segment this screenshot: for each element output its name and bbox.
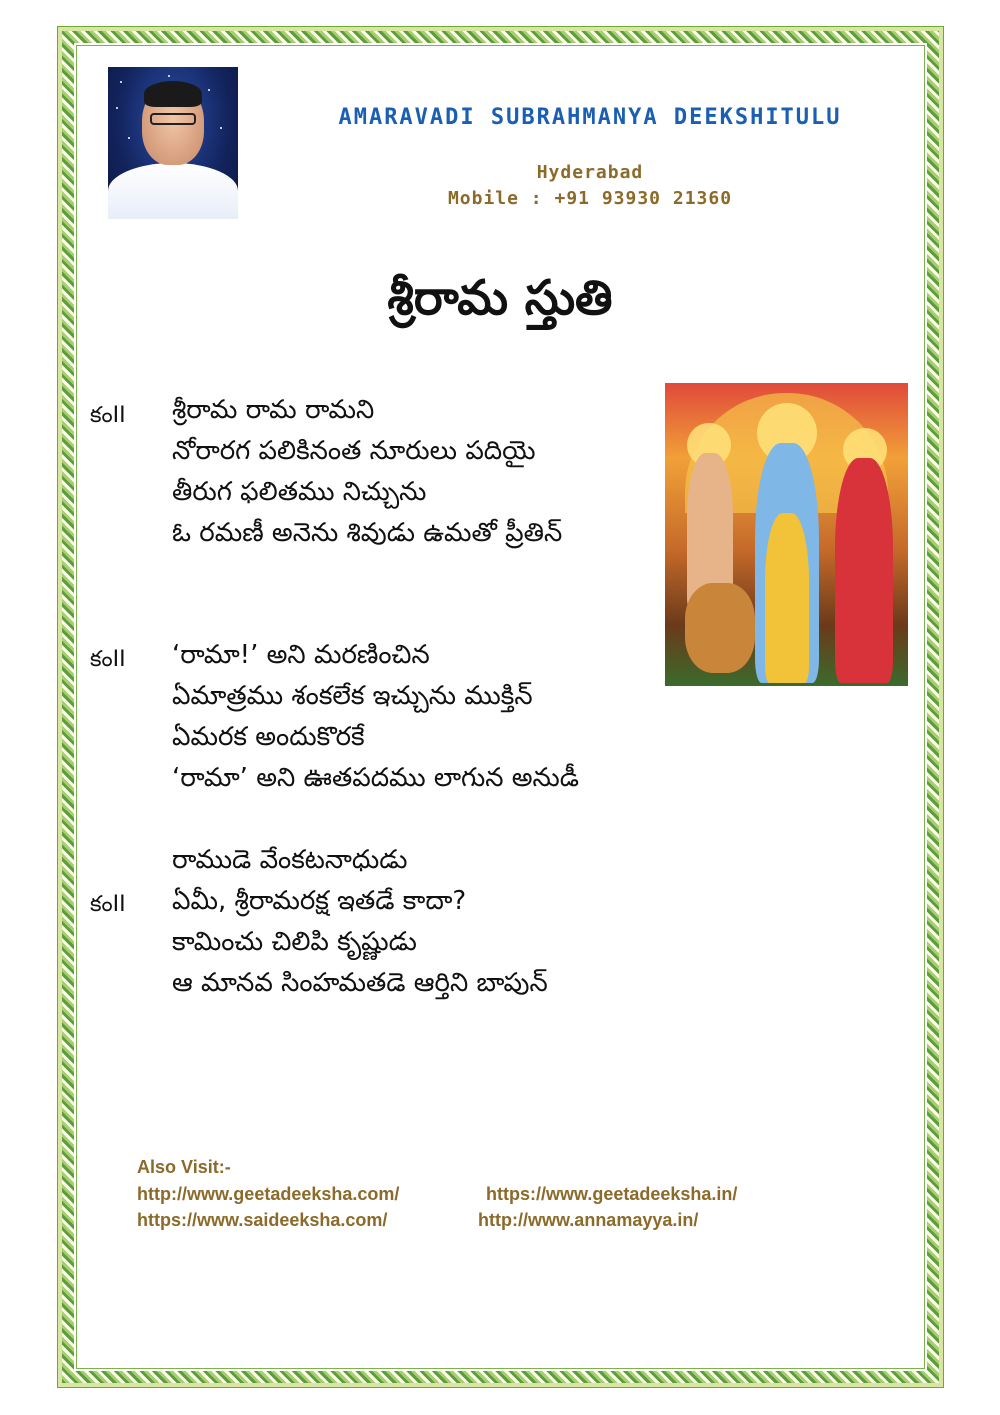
verse-2-line-4: ‘రామా’ అని ఊతపదము లాగున అనుడీ: [172, 763, 580, 793]
verse-3-line-2: ఏమీ, శ్రీరామరక్ష ఇతడే కాదా?: [172, 886, 467, 916]
also-visit-label: Also Visit:-: [137, 1157, 231, 1177]
author-city: Hyderabad: [536, 162, 644, 183]
verse-3-line-4: ఆ మానవ సింహమతడె ఆర్తిని బాపున్: [172, 968, 548, 998]
verse-1-line-1: శ్రీరామ రామ రామని: [172, 395, 375, 425]
author-mobile: Mobile : +91 93930 21360: [447, 188, 733, 209]
verse-1-line-2: నోరారగ పలికినంత నూరులు పదియై: [172, 436, 536, 466]
verse-3-line-1: రాముడె వేంకటనాధుడు: [172, 845, 408, 875]
link-geetadeeksha-in[interactable]: https://www.geetadeeksha.in/: [486, 1184, 738, 1204]
verse-2-line-1: ‘రామా!’ అని మరణించిన: [172, 640, 430, 670]
verse-1-label: కంII: [90, 403, 126, 428]
deity-image: [665, 383, 908, 686]
verse-2-line-2: ఏమాత్రము శంకలేక ఇచ్చును ముక్తిన్: [172, 681, 533, 711]
author-name: AMARAVADI SUBRAHMANYA DEEKSHITULU: [338, 105, 842, 130]
verse-1-line-4: ఓ రమణీ అనెను శివుడు ఉమతో ప్రీతిన్: [172, 518, 563, 548]
verse-3-label: కంII: [90, 892, 126, 917]
page-title: శ్రీరామ స్తుతి: [387, 270, 613, 326]
link-annamayya-in[interactable]: http://www.annamayya.in/: [478, 1210, 699, 1230]
link-saideeksha-com[interactable]: https://www.saideeksha.com/: [137, 1210, 388, 1230]
verse-2-line-3: ఏమరక అందుకొరకే: [172, 722, 365, 752]
link-geetadeeksha-com[interactable]: http://www.geetadeeksha.com/: [137, 1184, 400, 1204]
verse-1-line-3: తీరుగ ఫలితము నిచ్చును: [172, 477, 427, 507]
author-photo: [108, 67, 238, 219]
verse-3-line-3: కామించు చిలిపి కృష్ణుడు: [172, 927, 417, 957]
verse-2-label: కంII: [90, 647, 126, 672]
